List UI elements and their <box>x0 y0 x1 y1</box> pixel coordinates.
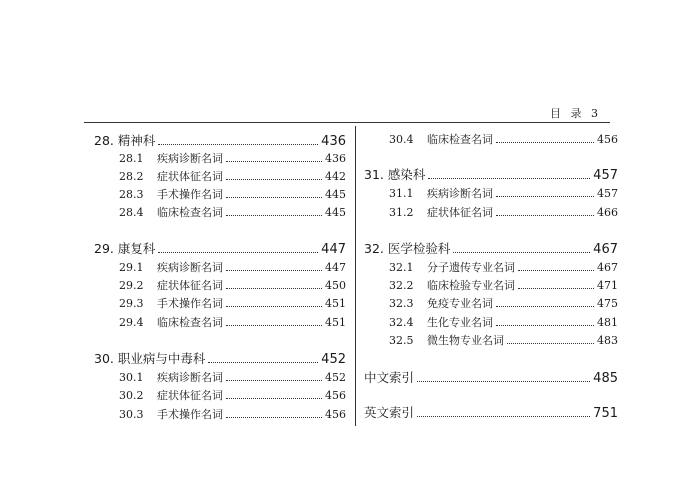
toc-chapter-30[interactable] <box>94 350 346 368</box>
dot-leader <box>507 343 594 344</box>
toc-section-28-3[interactable] <box>94 187 346 203</box>
section-title: 临床检查名词 <box>157 206 223 219</box>
section-title: 疾病诊断名词 <box>157 152 223 165</box>
toc-section-32-3[interactable] <box>364 296 618 312</box>
toc-section-29-1[interactable] <box>94 260 346 276</box>
page-number: 456 <box>325 389 346 402</box>
section-title: 临床检查名词 <box>157 316 223 329</box>
dot-leader <box>417 381 590 382</box>
toc-section-30-1[interactable] <box>94 370 346 386</box>
page-number: 475 <box>597 297 618 310</box>
page-number: 467 <box>593 242 618 257</box>
chapter-title: 康复科 <box>117 241 156 256</box>
toc-section-28-2[interactable] <box>94 169 346 185</box>
chapter-number: 30. <box>94 351 114 366</box>
page-number: 451 <box>325 316 346 329</box>
toc-section-29-3[interactable] <box>94 296 346 312</box>
column-divider <box>355 126 356 426</box>
chapter-number: 32. <box>364 241 384 256</box>
section-number: 31.1 <box>389 187 414 200</box>
page-number: 436 <box>321 134 346 149</box>
section-title: 疾病诊断名词 <box>157 261 223 274</box>
page-number: 456 <box>597 133 618 146</box>
section-number: 30.3 <box>119 408 144 421</box>
section-number: 32.4 <box>389 316 414 329</box>
chapter-title: 精神科 <box>117 133 156 148</box>
page-number: 451 <box>325 297 346 310</box>
header-rule <box>84 122 610 123</box>
page-number: 445 <box>325 188 346 201</box>
page-number: 447 <box>325 261 346 274</box>
toc-chinese-index[interactable] <box>364 369 618 387</box>
chapter-number: 29. <box>94 241 114 256</box>
dot-leader <box>496 306 594 307</box>
chapter-title: 感染科 <box>387 167 426 182</box>
toc-section-30-2[interactable] <box>94 388 346 404</box>
toc-section-31-2[interactable] <box>364 205 618 221</box>
toc-section-32-1[interactable] <box>364 260 618 276</box>
page-number: 457 <box>597 187 618 200</box>
dot-leader <box>428 178 590 179</box>
dot-leader <box>496 142 594 143</box>
section-number: 28.1 <box>119 152 144 165</box>
dot-leader <box>226 380 322 381</box>
section-number: 28.3 <box>119 188 144 201</box>
toc-section-31-1[interactable] <box>364 186 618 202</box>
toc-section-28-4[interactable] <box>94 205 346 221</box>
section-number: 32.3 <box>389 297 414 310</box>
dot-leader <box>226 161 322 162</box>
dot-leader <box>226 179 322 180</box>
page-number: 481 <box>597 316 618 329</box>
section-title: 手术操作名词 <box>157 297 223 310</box>
page-number: 452 <box>325 371 346 384</box>
chapter-title: 医学检验科 <box>387 241 451 256</box>
page-number: 445 <box>325 206 346 219</box>
running-header: 目 录 3 <box>550 107 601 120</box>
section-number: 32.1 <box>389 261 414 274</box>
section-number: 32.2 <box>389 279 414 292</box>
toc-section-32-4[interactable] <box>364 315 618 331</box>
section-number: 29.2 <box>119 279 144 292</box>
dot-leader <box>226 398 322 399</box>
page-number: 483 <box>597 334 618 347</box>
toc-section-30-3[interactable] <box>94 407 346 423</box>
dot-leader <box>453 252 590 253</box>
toc-section-32-5[interactable] <box>364 333 618 349</box>
section-title: 免疫专业名词 <box>427 297 493 310</box>
toc-section-32-2[interactable] <box>364 278 618 294</box>
section-number: 29.3 <box>119 297 144 310</box>
dot-leader <box>208 362 318 363</box>
page-number: 456 <box>325 408 346 421</box>
section-number: 29.1 <box>119 261 144 274</box>
section-number: 30.2 <box>119 389 144 402</box>
toc-section-28-1[interactable] <box>94 151 346 167</box>
toc-section-29-2[interactable] <box>94 278 346 294</box>
section-title: 疾病诊断名词 <box>157 371 223 384</box>
section-number: 28.4 <box>119 206 144 219</box>
page-number: 751 <box>593 406 618 421</box>
toc-section-30-4[interactable] <box>364 132 618 148</box>
section-title: 微生物专业名词 <box>427 334 504 347</box>
section-title: 生化专业名词 <box>427 316 493 329</box>
dot-leader <box>158 252 318 253</box>
chapter-number: 28. <box>94 133 114 148</box>
section-number: 30.1 <box>119 371 144 384</box>
toc-chapter-28[interactable] <box>94 132 346 150</box>
section-title: 症状体征名词 <box>157 279 223 292</box>
section-number: 32.5 <box>389 334 414 347</box>
dot-leader <box>226 215 322 216</box>
dot-leader <box>496 215 594 216</box>
dot-leader <box>496 196 594 197</box>
dot-leader <box>226 288 322 289</box>
dot-leader <box>226 270 322 271</box>
section-title: 症状体征名词 <box>157 170 223 183</box>
section-title: 症状体征名词 <box>157 389 223 402</box>
section-title: 手术操作名词 <box>157 408 223 421</box>
page-number: 436 <box>325 152 346 165</box>
chapter-title: 职业病与中毒科 <box>117 351 206 366</box>
toc-chapter-29[interactable] <box>94 240 346 258</box>
index-title: 英文索引 <box>364 405 415 420</box>
section-number: 29.4 <box>119 316 144 329</box>
section-title: 分子遗传专业名词 <box>427 261 515 274</box>
section-title: 临床检查名词 <box>427 133 493 146</box>
page-number: 466 <box>597 206 618 219</box>
dot-leader <box>226 197 322 198</box>
index-title: 中文索引 <box>364 370 415 385</box>
dot-leader <box>518 288 594 289</box>
page-number: 457 <box>593 168 618 183</box>
page-number: 447 <box>321 242 346 257</box>
page-number: 450 <box>325 279 346 292</box>
page-number: 442 <box>325 170 346 183</box>
section-title: 临床检验专业名词 <box>427 279 515 292</box>
dot-leader <box>417 416 590 417</box>
toc-chapter-32[interactable] <box>364 240 618 258</box>
section-title: 疾病诊断名词 <box>427 187 493 200</box>
toc-chapter-31[interactable] <box>364 166 618 184</box>
dot-leader <box>158 144 318 145</box>
toc-section-29-4[interactable] <box>94 315 346 331</box>
dot-leader <box>226 417 322 418</box>
page-number: 452 <box>321 352 346 367</box>
page-number: 471 <box>597 279 618 292</box>
dot-leader <box>496 325 594 326</box>
toc-english-index[interactable] <box>364 404 618 422</box>
dot-leader <box>226 325 322 326</box>
dot-leader <box>226 306 322 307</box>
page-number: 485 <box>593 371 618 386</box>
section-number: 28.2 <box>119 170 144 183</box>
page-number: 467 <box>597 261 618 274</box>
dot-leader <box>518 270 594 271</box>
section-title: 手术操作名词 <box>157 188 223 201</box>
section-number: 30.4 <box>389 133 414 146</box>
section-title: 症状体征名词 <box>427 206 493 219</box>
chapter-number: 31. <box>364 167 384 182</box>
section-number: 31.2 <box>389 206 414 219</box>
